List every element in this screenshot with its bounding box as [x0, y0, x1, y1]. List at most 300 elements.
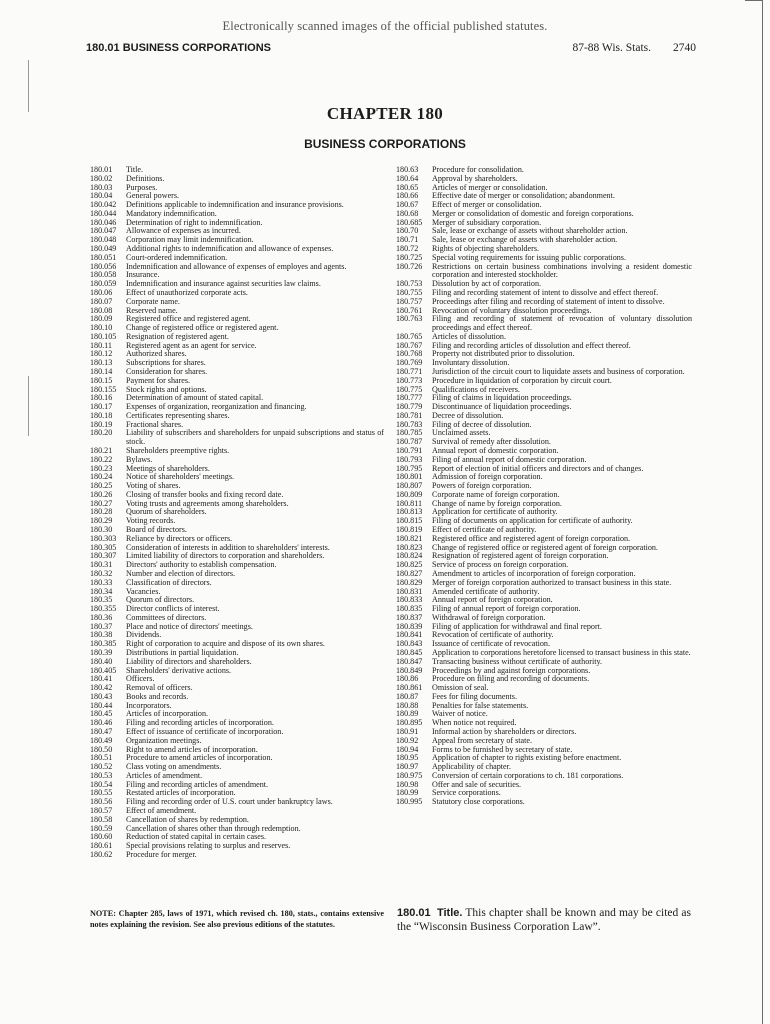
section-number: 180.07: [90, 296, 113, 306]
section-title: Books and records.: [126, 691, 189, 701]
section-title: Reduction of stated capital in certain cases.: [126, 832, 267, 842]
section-number: 180.835: [396, 604, 423, 614]
section-title: Service of process on foreign corporation.: [432, 560, 569, 570]
section-title: Officers.: [126, 674, 155, 684]
section-number: 180.771: [396, 366, 423, 376]
section-number: 180.18: [90, 410, 113, 420]
page-number: 2740: [673, 42, 696, 54]
section-title: Decree of dissolution.: [432, 410, 504, 420]
section-number: 180.785: [396, 428, 423, 438]
section-title: Vacancies.: [126, 586, 161, 596]
section-number: 180.57: [90, 806, 113, 816]
section-number: 180.26: [90, 489, 113, 499]
section-title: Effect of unauthorized corporate acts.: [126, 287, 248, 297]
section-title: Cancellation of shares by redemption.: [126, 814, 249, 824]
section-title: Mandatory indemnification.: [126, 208, 217, 218]
section-heading: Title.: [436, 907, 463, 919]
section-title: Distributions in partial liquidation.: [126, 647, 239, 657]
section-number: 180.70: [396, 226, 419, 236]
section-title: Board of directors.: [126, 525, 187, 535]
section-number: 180.56: [90, 797, 113, 807]
section-number: 180.047: [90, 226, 117, 236]
section-number: 180.97: [396, 762, 419, 772]
section-number: 180.753: [396, 279, 423, 289]
section-title: Additional rights to indemnification and allowance of expenses.: [126, 244, 334, 254]
section-number: 180.811: [396, 498, 423, 508]
section-number: 180.819: [396, 525, 423, 535]
section-title: Admission of foreign corporation.: [432, 472, 543, 482]
section-number: 180.38: [90, 630, 113, 640]
section-title: Subscriptions for shares.: [126, 358, 206, 368]
section-title: Penalties for false statements.: [432, 700, 529, 710]
section-title: Omission of seal.: [432, 683, 489, 693]
section-number: 180.94: [396, 744, 419, 754]
page-info: [550, 42, 696, 54]
section-title: Registered office and registered agent.: [126, 314, 251, 324]
section-title: Special voting requirements for issuing public corporations.: [432, 252, 626, 262]
section-number: 180.303: [90, 533, 117, 543]
section-title: Transacting business without certificate of authority.: [432, 656, 603, 666]
section-number: 180.781: [396, 410, 423, 420]
section-number: 180.63: [396, 165, 419, 174]
section-number: 180.847: [396, 656, 423, 666]
section-number: 180.35: [90, 595, 113, 605]
section-title: Fractional shares.: [126, 419, 184, 429]
section-title: Change of name by foreign corporation.: [432, 498, 562, 508]
section-title: Corporate name of foreign corporation.: [432, 489, 560, 499]
section-title: Application of chapter to rights existing before enactment.: [432, 753, 622, 763]
section-number: 180.861: [396, 683, 423, 693]
section-title: Directors' authority to establish compensation.: [126, 560, 277, 570]
section-number: 180.34: [90, 586, 113, 596]
section-number: 180.385: [90, 639, 117, 649]
section-title: Cancellation of shares other than through redemption.: [126, 823, 301, 833]
section-title: Articles of amendment.: [126, 770, 203, 780]
section-number: 180.807: [396, 481, 423, 491]
section-number: 180.042: [90, 200, 117, 210]
section-number: 180.30: [90, 525, 113, 535]
section-number: 180.787: [396, 437, 423, 447]
section-title: Procedure on filing and recording of documents.: [432, 674, 590, 684]
section-title: Class voting on amendments.: [126, 762, 222, 772]
section-number: 180.405: [90, 665, 117, 675]
scan-banner: Electronically scanned images of the official published statutes.: [222, 19, 548, 33]
section-number: 180.47: [90, 727, 113, 736]
section-number: 180.04: [90, 191, 113, 201]
section-number: 180.056: [90, 261, 117, 271]
section-number: 180.54: [90, 779, 113, 789]
section-title: Revocation of certificate of authority.: [432, 630, 554, 640]
section-title: Registered agent as an agent for service.: [126, 340, 257, 350]
section-number: 180.823: [396, 542, 423, 552]
section-number: 180.044: [90, 208, 117, 218]
section-number: 180.048: [90, 235, 117, 245]
section-title: Resignation of registered agent.: [126, 331, 229, 341]
section-number: 180.46: [90, 718, 113, 728]
section-number: 180.09: [90, 314, 113, 324]
section-title: Filing and recording articles of amendment.: [126, 779, 269, 789]
section-title: Change of registered office or registered agent.: [126, 323, 279, 333]
section-number: 180.16: [90, 393, 113, 403]
section-title: General powers.: [126, 191, 180, 201]
section-title: Effect of merger or consolidation.: [432, 200, 542, 210]
section-title: Merger of foreign corporation authorized to transact business in this state.: [432, 577, 672, 587]
section-number: 180.25: [90, 481, 113, 491]
section-number: 180.27: [90, 498, 113, 508]
section-number: 180.87: [396, 691, 419, 701]
section-title: Liability of directors and shareholders.: [126, 656, 252, 666]
section-title: Conversion of certain corporations to ch. 181 corporations.: [432, 770, 624, 780]
section-number: 180.779: [396, 402, 423, 412]
section-number: 180.059: [90, 279, 117, 289]
section-title: Waiver of notice.: [432, 709, 488, 719]
section-number: 180.64: [396, 173, 419, 183]
section-number: 180.67: [396, 200, 419, 210]
section-title: Amendment to articles of incorporation of foreign corporation.: [432, 568, 636, 578]
section-number: 180.10: [90, 323, 113, 333]
section-title: Filing of documents on application for certificate of authority.: [432, 516, 633, 526]
section-title: Title.: [126, 165, 144, 174]
section-number: 180.95: [396, 753, 419, 763]
section-title: Unclaimed assets.: [432, 428, 491, 438]
section-number: 180.71: [396, 235, 419, 245]
section-number: 180.841: [396, 630, 423, 640]
section-title: Filing and recording articles of dissolution and effect thereof.: [432, 340, 631, 350]
section-title: Number and election of directors.: [126, 568, 236, 578]
section-number: 180.831: [396, 586, 423, 596]
section-number: 180.801: [396, 472, 423, 482]
section-title: Registered office and registered agent of foreign corporation.: [432, 533, 631, 543]
section-title: Dissolution by act of corporation.: [432, 279, 542, 289]
section-title: Definitions.: [126, 173, 165, 183]
section-title: Director conflicts of interest.: [126, 604, 220, 614]
section-title: Consideration for shares.: [126, 366, 208, 376]
section-title: Offer and sale of securities.: [432, 779, 522, 789]
section-number: 180.42: [90, 683, 113, 693]
section-title: Reserved name.: [126, 305, 178, 315]
section-number: 180.33: [90, 577, 113, 587]
section-number: 180.768: [396, 349, 423, 359]
section-title: Authorized shares.: [126, 349, 187, 359]
section-number: 180.995: [396, 797, 423, 807]
section-number: 180.01: [397, 907, 431, 919]
section-title: Purposes.: [126, 182, 158, 192]
section-number: 180.43: [90, 691, 113, 701]
section-number: 180.29: [90, 516, 113, 526]
section-number: 180.305: [90, 542, 117, 552]
section-title: Procedure for merger.: [126, 849, 197, 859]
section-number: 180.12: [90, 349, 113, 359]
section-number: 180.773: [396, 375, 423, 385]
section-number: 180.36: [90, 612, 113, 622]
section-number: 180.61: [90, 841, 113, 851]
section-number: 180.45: [90, 709, 113, 719]
section-title: Articles of merger or consolidation.: [432, 182, 548, 192]
section-number: 180.843: [396, 639, 423, 649]
section-title: Amended certificate of authority.: [432, 586, 540, 596]
section-180-01: [397, 906, 691, 934]
section-number: 180.08: [90, 305, 113, 315]
section-title: Payment for shares.: [126, 375, 191, 385]
section-number: 180.51: [90, 753, 113, 763]
section-number: 180.59: [90, 823, 113, 833]
section-title: Filing of annual report of domestic corporation.: [432, 454, 587, 464]
section-number: 180.767: [396, 340, 423, 350]
chapter-subtitle: BUSINESS CORPORATIONS: [304, 137, 466, 151]
section-number: 180.20: [90, 428, 113, 438]
scan-edge-tick: [745, 0, 763, 1]
section-title: Voting records.: [126, 516, 176, 526]
section-title: Voting trusts and agreements among shareholders.: [126, 498, 289, 508]
section-title: Procedure for consolidation.: [432, 165, 524, 174]
section-title: Effect of issuance of certificate of incorporation.: [126, 727, 284, 736]
section-number: 180.01: [90, 165, 113, 174]
section-number: 180.755: [396, 287, 423, 297]
section-number: 180.15: [90, 375, 113, 385]
section-title: Application for certificate of authority.: [432, 507, 558, 517]
section-number: 180.783: [396, 419, 423, 429]
section-title: Survival of remedy after dissolution.: [432, 437, 551, 447]
section-title: Powers of foreign corporation.: [432, 481, 532, 491]
section-number: 180.849: [396, 665, 423, 675]
section-number: 180.31: [90, 560, 113, 570]
section-title: Resignation of registered agent of foreign corporation.: [432, 551, 609, 561]
section-title: Dividends.: [126, 630, 162, 640]
section-number: 180.37: [90, 621, 113, 631]
section-title: Property not distributed prior to dissolution.: [432, 349, 575, 359]
section-number: 180.44: [90, 700, 113, 710]
section-title: Proceedings by and against foreign corporations.: [432, 665, 591, 675]
section-title: Restated articles of incorporation.: [126, 788, 236, 798]
section-number: 180.763: [396, 314, 423, 324]
section-number: 180.13: [90, 358, 113, 368]
running-head: 180.01 BUSINESS CORPORATIONS: [86, 42, 272, 54]
section-number: 180.98: [396, 779, 419, 789]
section-number: 180.21: [90, 446, 113, 455]
section-number: 180.355: [90, 604, 117, 614]
section-title: Limited liability of directors to corporation and shareholders.: [126, 551, 325, 561]
section-title: Involuntary dissolution.: [432, 358, 510, 368]
scan-margin-mark: [28, 376, 29, 436]
section-number: 180.89: [396, 709, 419, 719]
section-title: Discontinuance of liquidation proceedings.: [432, 402, 572, 412]
section-number: 180.52: [90, 762, 113, 772]
section-title: Informal action by shareholders or directors.: [432, 727, 577, 736]
section-number: 180.49: [90, 735, 113, 745]
section-title: Sale, lease or exchange of assets with shareholder action.: [432, 235, 618, 245]
page-header: [86, 42, 696, 58]
section-title: Service corporations.: [432, 788, 501, 798]
section-title: Filing and recording of statement of revocation of voluntary dissolution proceedings and effect thereof.: [432, 314, 692, 333]
section-title: Court-ordered indemnification.: [126, 252, 228, 262]
section-number: 180.66: [396, 191, 419, 201]
section-number: 180.815: [396, 516, 423, 526]
section-title: Procedure in liquidation of corporation by circuit court.: [432, 375, 612, 385]
section-title: Corporation may limit indemnification.: [126, 235, 254, 245]
toc-entry: [396, 315, 692, 333]
section-number: 180.23: [90, 463, 113, 473]
section-number: 180.051: [90, 252, 117, 262]
section-number: 180.685: [396, 217, 423, 227]
section-number: 180.39: [90, 647, 113, 657]
section-title: When notice not required.: [432, 718, 517, 728]
section-title: Filing and recording articles of incorporation.: [126, 718, 274, 728]
section-number: 180.17: [90, 402, 113, 412]
section-title: Filing of application for withdrawal and final report.: [432, 621, 602, 631]
section-number: 180.769: [396, 358, 423, 368]
section-title: Filing and recording statement of intent to dissolve and effect thereof.: [432, 287, 659, 297]
section-number: 180.32: [90, 568, 113, 578]
section-number: 180.91: [396, 727, 419, 736]
section-number: 180.795: [396, 463, 423, 473]
section-title: Procedure to amend articles of incorporation.: [126, 753, 273, 763]
section-title: Approval by shareholders.: [432, 173, 518, 183]
edition-label: 87-88 Wis. Stats.: [572, 42, 651, 54]
section-title: Definitions applicable to indemnification and insurance provisions.: [126, 200, 344, 210]
section-title: Effective date of merger or consolidation; abandonment.: [432, 191, 615, 201]
section-number: 180.86: [396, 674, 419, 684]
section-number: 180.105: [90, 331, 117, 341]
section-title: Incorporators.: [126, 700, 172, 710]
section-title: Jurisdiction of the circuit court to liquidate assets and business of corporation.: [432, 366, 685, 376]
toc-right-column: [396, 166, 692, 807]
chapter-title: CHAPTER 180: [326, 104, 444, 123]
section-number: 180.725: [396, 252, 423, 262]
section-title: Applicability of chapter.: [432, 762, 511, 772]
section-title: Withdrawal of foreign corporation.: [432, 612, 546, 622]
section-number: 180.839: [396, 621, 423, 631]
toc-left-column: [90, 166, 384, 860]
section-title: Effect of amendment.: [126, 806, 197, 816]
section-number: 180.775: [396, 384, 423, 394]
section-title: Reliance by directors or officers.: [126, 533, 233, 543]
section-title: Filing and recording order of U.S. court under bankruptcy laws.: [126, 797, 333, 807]
section-title: Quorum of directors.: [126, 595, 195, 605]
section-title: Removal of officers.: [126, 683, 193, 693]
section-title: Shareholders preemptive rights.: [126, 446, 230, 455]
section-number: 180.72: [396, 244, 419, 254]
section-number: 180.833: [396, 595, 423, 605]
section-title: Rights of objecting shareholders.: [432, 244, 539, 254]
section-title: Application to corporations heretofore licensed to transact business in this state.: [432, 647, 691, 657]
section-title: Fees for filing documents.: [432, 691, 517, 701]
revision-note: NOTE: Chapter 285, laws of 1971, which revised ch. 180, stats., contains extensive notes explaining the revision. See also previous editions of the statutes.: [90, 909, 384, 929]
section-title: Articles of dissolution.: [432, 331, 506, 341]
section-title: Quorum of shareholders.: [126, 507, 207, 517]
section-title: Right to amend articles of incorporation.: [126, 744, 258, 754]
section-title: Classification of directors.: [126, 577, 212, 587]
section-number: 180.65: [396, 182, 419, 192]
section-number: 180.791: [396, 446, 423, 455]
section-title: Notice of shareholders' meetings.: [126, 472, 234, 482]
section-number: 180.761: [396, 305, 423, 315]
section-number: 180.60: [90, 832, 113, 842]
section-title: Indemnification and allowance of expenses of employes and agents.: [126, 261, 347, 271]
section-title: Proceedings after filing and recording of statement of intent to dissolve.: [432, 296, 665, 306]
section-number: 180.68: [396, 208, 419, 218]
section-title: Articles of incorporation.: [126, 709, 209, 719]
section-title: Organization meetings.: [126, 735, 202, 745]
section-title: Expenses of organization, reorganization and financing.: [126, 402, 307, 412]
section-number: 180.821: [396, 533, 423, 543]
section-number: 180.895: [396, 718, 423, 728]
section-number: 180.58: [90, 814, 113, 824]
section-title: Appeal from secretary of state.: [432, 735, 533, 745]
section-title: Allowance of expenses as incurred.: [126, 226, 241, 236]
section-title: Place and notice of directors' meetings.: [126, 621, 253, 631]
section-number: 180.62: [90, 849, 113, 859]
section-title: Annual report of domestic corporation.: [432, 446, 559, 455]
section-number: 180.845: [396, 647, 423, 657]
scan-edge-line: [762, 0, 763, 1024]
section-number: 180.03: [90, 182, 113, 192]
section-number: 180.809: [396, 489, 423, 499]
section-title: Filing of claims in liquidation proceedings.: [432, 393, 572, 403]
section-number: 180.046: [90, 217, 117, 227]
section-number: 180.307: [90, 551, 117, 561]
toc-entry: [90, 851, 384, 860]
section-number: 180.02: [90, 173, 113, 183]
section-title: Liability of subscribers and shareholders for unpaid subscriptions and status of stock.: [126, 428, 384, 447]
toc-entry: [90, 429, 384, 447]
section-number: 180.92: [396, 735, 419, 745]
section-title: Filing of decree of dissolution.: [432, 419, 532, 429]
section-number: 180.777: [396, 393, 423, 403]
section-number: 180.757: [396, 296, 423, 306]
section-title: Forms to be furnished by secretary of state.: [432, 744, 573, 754]
section-title: Stock rights and options.: [126, 384, 207, 394]
section-number: 180.19: [90, 419, 113, 429]
section-title: Consideration of interests in addition to shareholders' interests.: [126, 542, 330, 552]
section-number: 180.14: [90, 366, 113, 376]
section-title: Corporate name.: [126, 296, 180, 306]
section-number: 180.793: [396, 454, 423, 464]
section-number: 180.50: [90, 744, 113, 754]
section-title: Voting of shares.: [126, 481, 181, 491]
section-number: 180.53: [90, 770, 113, 780]
section-number: 180.155: [90, 384, 117, 394]
section-number: 180.975: [396, 770, 423, 780]
section-body: This chapter shall be known and may be cited as the “Wisconsin Business Corporation Law”.: [397, 907, 691, 933]
section-title: Issuance of certificate of revocation.: [432, 639, 550, 649]
section-number: 180.824: [396, 551, 423, 561]
section-title: Certificates representing shares.: [126, 410, 230, 420]
section-number: 180.837: [396, 612, 423, 622]
section-title: Change of registered office or registered agent of foreign corporation.: [432, 542, 658, 552]
section-number: 180.829: [396, 577, 423, 587]
section-title: Merger or consolidation of domestic and foreign corporations.: [432, 208, 634, 218]
section-title: Filing of annual report of foreign corporation.: [432, 604, 581, 614]
section-number: 180.40: [90, 656, 113, 666]
section-title: Report of election of initial officers and directors and of changes.: [432, 463, 644, 473]
section-title: Determination of amount of stated capital.: [126, 393, 264, 403]
section-number: 180.813: [396, 507, 423, 517]
section-number: 180.11: [90, 340, 112, 350]
section-number: 180.88: [396, 700, 419, 710]
section-title: Effect of certificate of authority.: [432, 525, 537, 535]
section-title: Closing of transfer books and fixing record date.: [126, 489, 284, 499]
toc-entry: [396, 263, 692, 281]
section-number: 180.049: [90, 244, 117, 254]
section-title: Qualifications of receivers.: [432, 384, 520, 394]
section-title: Right of corporation to acquire and dispose of its own shares.: [126, 639, 325, 649]
section-title: Annual report of foreign corporation.: [432, 595, 553, 605]
section-number: 180.058: [90, 270, 117, 280]
section-number: 180.765: [396, 331, 423, 341]
section-title: Shareholders' derivative actions.: [126, 665, 232, 675]
section-number: 180.726: [396, 261, 423, 271]
section-title: Bylaws.: [126, 454, 153, 464]
